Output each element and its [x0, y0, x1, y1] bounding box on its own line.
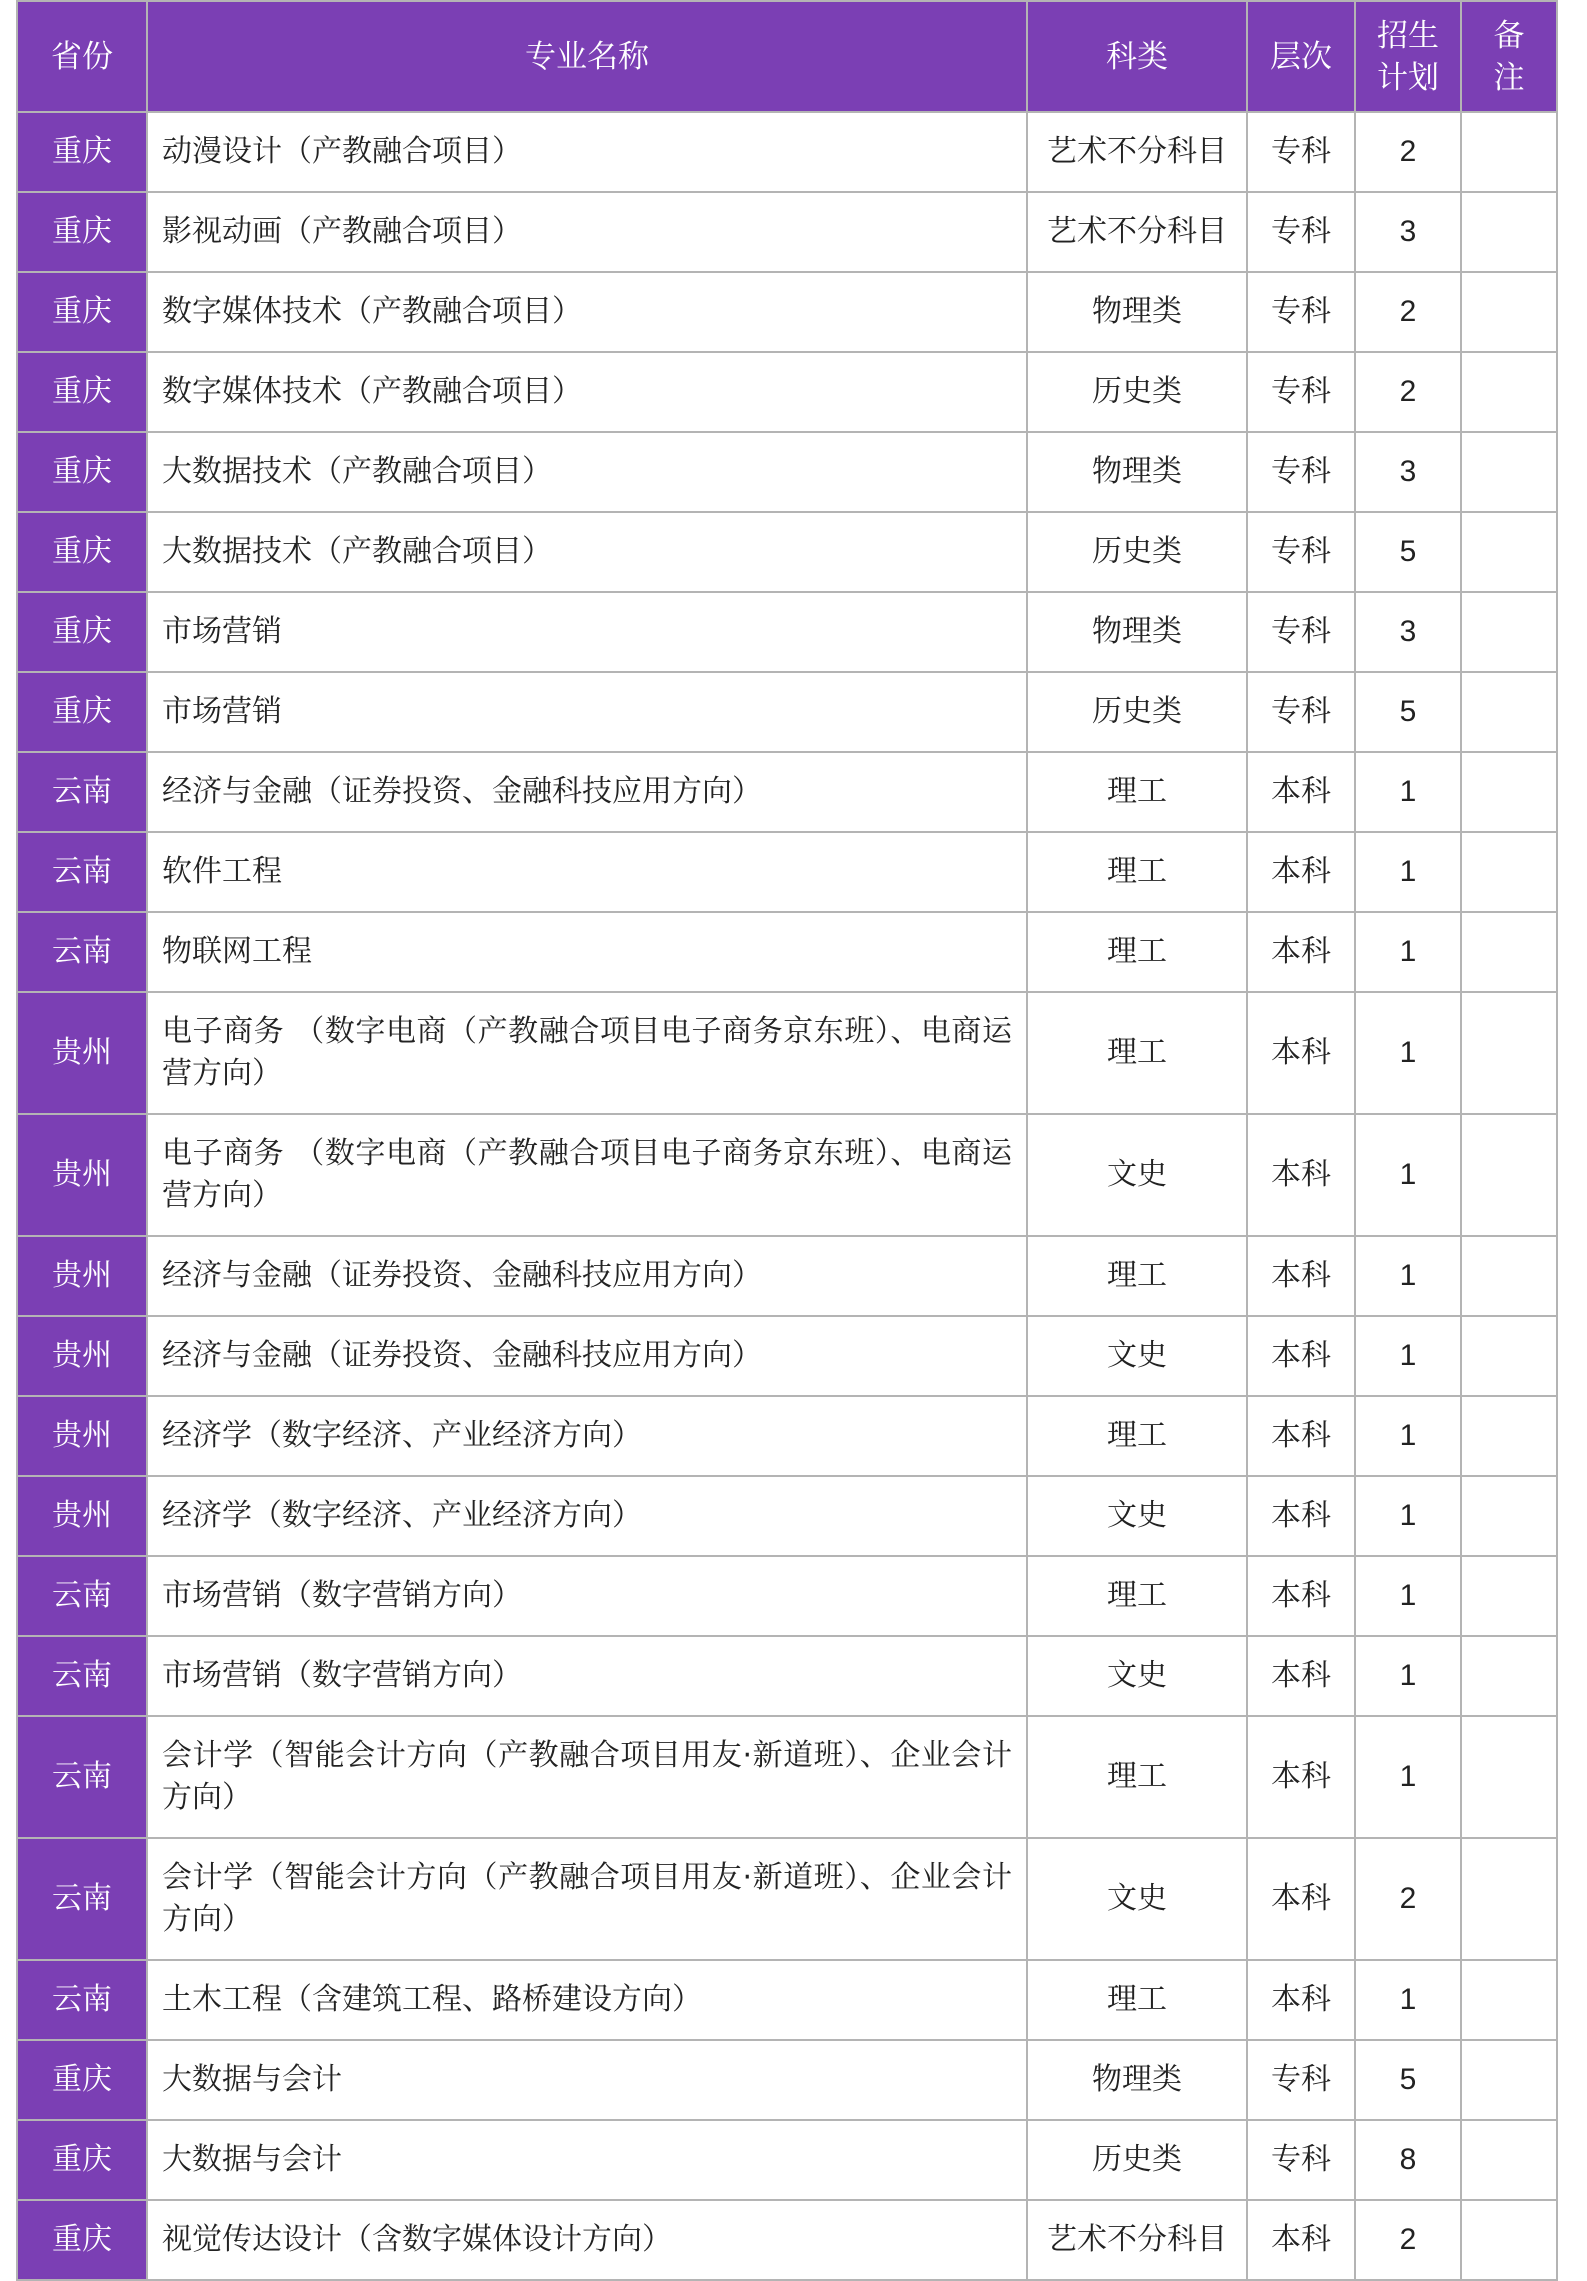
cell-remark: [1461, 1114, 1557, 1236]
cell-category: 艺术不分科目: [1027, 192, 1247, 272]
cell-remark: [1461, 1838, 1557, 1960]
cell-category: 理工: [1027, 1716, 1247, 1838]
cell-level: 专科: [1247, 512, 1355, 592]
cell-plan: 5: [1355, 672, 1461, 752]
cell-remark: [1461, 2200, 1557, 2280]
header-category: 科类: [1027, 1, 1247, 112]
cell-province: 重庆: [17, 432, 147, 512]
cell-major: 影视动画（产教融合项目）: [147, 192, 1027, 272]
table-row: [17, 1556, 1557, 1636]
cell-category: 历史类: [1027, 352, 1247, 432]
table-row: [17, 1396, 1557, 1476]
cell-major: 市场营销（数字营销方向）: [147, 1636, 1027, 1716]
cell-level: 专科: [1247, 432, 1355, 512]
table-row: [17, 112, 1557, 192]
cell-major: 动漫设计（产教融合项目）: [147, 112, 1027, 192]
cell-level: 本科: [1247, 1476, 1355, 1556]
cell-level: 本科: [1247, 1556, 1355, 1636]
table-row: [17, 2120, 1557, 2200]
cell-level: 专科: [1247, 192, 1355, 272]
cell-remark: [1461, 1636, 1557, 1716]
cell-province: 重庆: [17, 2200, 147, 2280]
cell-plan: 2: [1355, 272, 1461, 352]
cell-level: 本科: [1247, 1236, 1355, 1316]
cell-plan: 1: [1355, 992, 1461, 1114]
table-row: [17, 1636, 1557, 1716]
cell-plan: 5: [1355, 512, 1461, 592]
cell-category: 物理类: [1027, 2040, 1247, 2120]
cell-plan: 3: [1355, 432, 1461, 512]
cell-level: 本科: [1247, 1838, 1355, 1960]
cell-province: 贵州: [17, 1476, 147, 1556]
table-row: [17, 832, 1557, 912]
cell-major: 市场营销: [147, 672, 1027, 752]
table-row: [17, 352, 1557, 432]
cell-province: 贵州: [17, 992, 147, 1114]
cell-plan: 2: [1355, 352, 1461, 432]
cell-category: 物理类: [1027, 432, 1247, 512]
cell-major: 市场营销（数字营销方向）: [147, 1556, 1027, 1636]
cell-remark: [1461, 1476, 1557, 1556]
cell-category: 理工: [1027, 992, 1247, 1114]
cell-province: 重庆: [17, 272, 147, 352]
cell-plan: 5: [1355, 2040, 1461, 2120]
header-level: 层次: [1247, 1, 1355, 112]
cell-level: 本科: [1247, 912, 1355, 992]
header-plan-line2: 计划: [1377, 59, 1439, 96]
cell-province: 重庆: [17, 592, 147, 672]
cell-remark: [1461, 1396, 1557, 1476]
cell-remark: [1461, 1556, 1557, 1636]
cell-category: 文史: [1027, 1636, 1247, 1716]
cell-plan: 1: [1355, 1636, 1461, 1716]
cell-level: 专科: [1247, 2040, 1355, 2120]
cell-category: 历史类: [1027, 2120, 1247, 2200]
cell-remark: [1461, 1236, 1557, 1316]
table-row: [17, 1114, 1557, 1236]
cell-plan: 1: [1355, 1236, 1461, 1316]
cell-level: 专科: [1247, 112, 1355, 192]
header-plan-line1: 招生: [1377, 17, 1439, 54]
cell-level: 专科: [1247, 672, 1355, 752]
cell-category: 理工: [1027, 1396, 1247, 1476]
cell-province: 云南: [17, 752, 147, 832]
header-remark: [1461, 1, 1557, 112]
cell-level: 专科: [1247, 352, 1355, 432]
table-row: [17, 1716, 1557, 1838]
header-plan: [1355, 1, 1461, 112]
cell-remark: [1461, 1716, 1557, 1838]
cell-level: 本科: [1247, 832, 1355, 912]
cell-level: 专科: [1247, 272, 1355, 352]
cell-remark: [1461, 512, 1557, 592]
cell-province: 重庆: [17, 2040, 147, 2120]
table-body: [17, 112, 1557, 2280]
cell-plan: 2: [1355, 1838, 1461, 1960]
cell-category: 理工: [1027, 832, 1247, 912]
cell-major: 经济与金融（证券投资、金融科技应用方向）: [147, 1236, 1027, 1316]
cell-level: 本科: [1247, 1716, 1355, 1838]
cell-province: 贵州: [17, 1114, 147, 1236]
cell-remark: [1461, 992, 1557, 1114]
cell-level: 本科: [1247, 1960, 1355, 2040]
table-row: [17, 912, 1557, 992]
cell-major: 经济与金融（证券投资、金融科技应用方向）: [147, 752, 1027, 832]
cell-province: 云南: [17, 1838, 147, 1960]
table-row: [17, 592, 1557, 672]
cell-province: 云南: [17, 1960, 147, 2040]
cell-category: 理工: [1027, 912, 1247, 992]
cell-category: 理工: [1027, 1236, 1247, 1316]
cell-plan: 2: [1355, 112, 1461, 192]
header-province: 省份: [17, 1, 147, 112]
cell-remark: [1461, 832, 1557, 912]
cell-remark: [1461, 2120, 1557, 2200]
cell-province: 重庆: [17, 192, 147, 272]
table-row: [17, 272, 1557, 352]
cell-level: 专科: [1247, 592, 1355, 672]
cell-plan: 2: [1355, 2200, 1461, 2280]
cell-major: 大数据与会计: [147, 2040, 1027, 2120]
cell-category: 理工: [1027, 1556, 1247, 1636]
cell-major: 经济与金融（证券投资、金融科技应用方向）: [147, 1316, 1027, 1396]
cell-major: 大数据技术（产教融合项目）: [147, 432, 1027, 512]
table-row: [17, 192, 1557, 272]
cell-remark: [1461, 192, 1557, 272]
cell-category: 艺术不分科目: [1027, 112, 1247, 192]
cell-category: 物理类: [1027, 272, 1247, 352]
cell-category: 理工: [1027, 752, 1247, 832]
cell-province: 重庆: [17, 672, 147, 752]
cell-category: 文史: [1027, 1838, 1247, 1960]
cell-level: 本科: [1247, 1636, 1355, 1716]
cell-remark: [1461, 672, 1557, 752]
cell-major: 大数据技术（产教融合项目）: [147, 512, 1027, 592]
cell-level: 本科: [1247, 1114, 1355, 1236]
cell-major: 经济学（数字经济、产业经济方向）: [147, 1396, 1027, 1476]
cell-remark: [1461, 1960, 1557, 2040]
table-row: [17, 432, 1557, 512]
cell-province: 重庆: [17, 2120, 147, 2200]
cell-category: 理工: [1027, 1960, 1247, 2040]
cell-remark: [1461, 1316, 1557, 1396]
cell-province: 贵州: [17, 1396, 147, 1476]
table-row: [17, 1960, 1557, 2040]
cell-major: 物联网工程: [147, 912, 1027, 992]
cell-plan: 1: [1355, 1114, 1461, 1236]
cell-remark: [1461, 2040, 1557, 2120]
table-row: [17, 992, 1557, 1114]
table-row: [17, 752, 1557, 832]
cell-level: 本科: [1247, 752, 1355, 832]
cell-category: 文史: [1027, 1476, 1247, 1556]
cell-plan: 1: [1355, 1476, 1461, 1556]
cell-remark: [1461, 592, 1557, 672]
table-row: [17, 2200, 1557, 2280]
cell-province: 重庆: [17, 112, 147, 192]
cell-category: 文史: [1027, 1114, 1247, 1236]
table-row: [17, 672, 1557, 752]
cell-plan: 1: [1355, 1556, 1461, 1636]
cell-plan: 3: [1355, 592, 1461, 672]
table-row: [17, 1316, 1557, 1396]
enrollment-plan-table: [16, 0, 1558, 2281]
cell-category: 文史: [1027, 1316, 1247, 1396]
table-row: [17, 512, 1557, 592]
cell-remark: [1461, 272, 1557, 352]
cell-level: 本科: [1247, 1396, 1355, 1476]
cell-remark: [1461, 912, 1557, 992]
cell-major: 视觉传达设计（含数字媒体设计方向）: [147, 2200, 1027, 2280]
cell-major: 数字媒体技术（产教融合项目）: [147, 272, 1027, 352]
cell-province: 云南: [17, 1556, 147, 1636]
table-header-row: [17, 1, 1557, 112]
cell-plan: 1: [1355, 752, 1461, 832]
cell-remark: [1461, 112, 1557, 192]
cell-major: 大数据与会计: [147, 2120, 1027, 2200]
cell-level: 专科: [1247, 2120, 1355, 2200]
cell-major: 电子商务 （数字电商（产教融合项目电子商务京东班）、电商运营方向）: [147, 1114, 1027, 1236]
cell-category: 历史类: [1027, 512, 1247, 592]
cell-province: 重庆: [17, 512, 147, 592]
cell-plan: 1: [1355, 1316, 1461, 1396]
cell-major: 市场营销: [147, 592, 1027, 672]
cell-level: 本科: [1247, 992, 1355, 1114]
cell-province: 云南: [17, 1636, 147, 1716]
cell-plan: 1: [1355, 832, 1461, 912]
cell-province: 贵州: [17, 1236, 147, 1316]
cell-remark: [1461, 352, 1557, 432]
cell-province: 云南: [17, 832, 147, 912]
cell-category: 物理类: [1027, 592, 1247, 672]
table-row: [17, 1476, 1557, 1556]
cell-level: 本科: [1247, 2200, 1355, 2280]
table-row: [17, 1838, 1557, 1960]
cell-major: 会计学（智能会计方向（产教融合项目用友·新道班）、企业会计方向）: [147, 1838, 1027, 1960]
cell-major: 电子商务 （数字电商（产教融合项目电子商务京东班）、电商运营方向）: [147, 992, 1027, 1114]
table-row: [17, 2040, 1557, 2120]
cell-plan: 1: [1355, 1716, 1461, 1838]
cell-plan: 8: [1355, 2120, 1461, 2200]
cell-major: 经济学（数字经济、产业经济方向）: [147, 1476, 1027, 1556]
cell-major: 会计学（智能会计方向（产教融合项目用友·新道班）、企业会计方向）: [147, 1716, 1027, 1838]
cell-major: 数字媒体技术（产教融合项目）: [147, 352, 1027, 432]
cell-major: 软件工程: [147, 832, 1027, 912]
cell-plan: 3: [1355, 192, 1461, 272]
table-row: [17, 1236, 1557, 1316]
cell-province: 贵州: [17, 1316, 147, 1396]
cell-plan: 1: [1355, 1960, 1461, 2040]
cell-category: 艺术不分科目: [1027, 2200, 1247, 2280]
cell-province: 云南: [17, 1716, 147, 1838]
cell-plan: 1: [1355, 912, 1461, 992]
cell-level: 本科: [1247, 1316, 1355, 1396]
cell-remark: [1461, 432, 1557, 512]
header-major: 专业名称: [147, 1, 1027, 112]
cell-remark: [1461, 752, 1557, 832]
header-remark-line1: 备: [1493, 17, 1525, 54]
cell-major: 土木工程（含建筑工程、路桥建设方向）: [147, 1960, 1027, 2040]
cell-province: 重庆: [17, 352, 147, 432]
cell-province: 云南: [17, 912, 147, 992]
header-remark-line2: 注: [1493, 59, 1525, 96]
cell-plan: 1: [1355, 1396, 1461, 1476]
cell-category: 历史类: [1027, 672, 1247, 752]
